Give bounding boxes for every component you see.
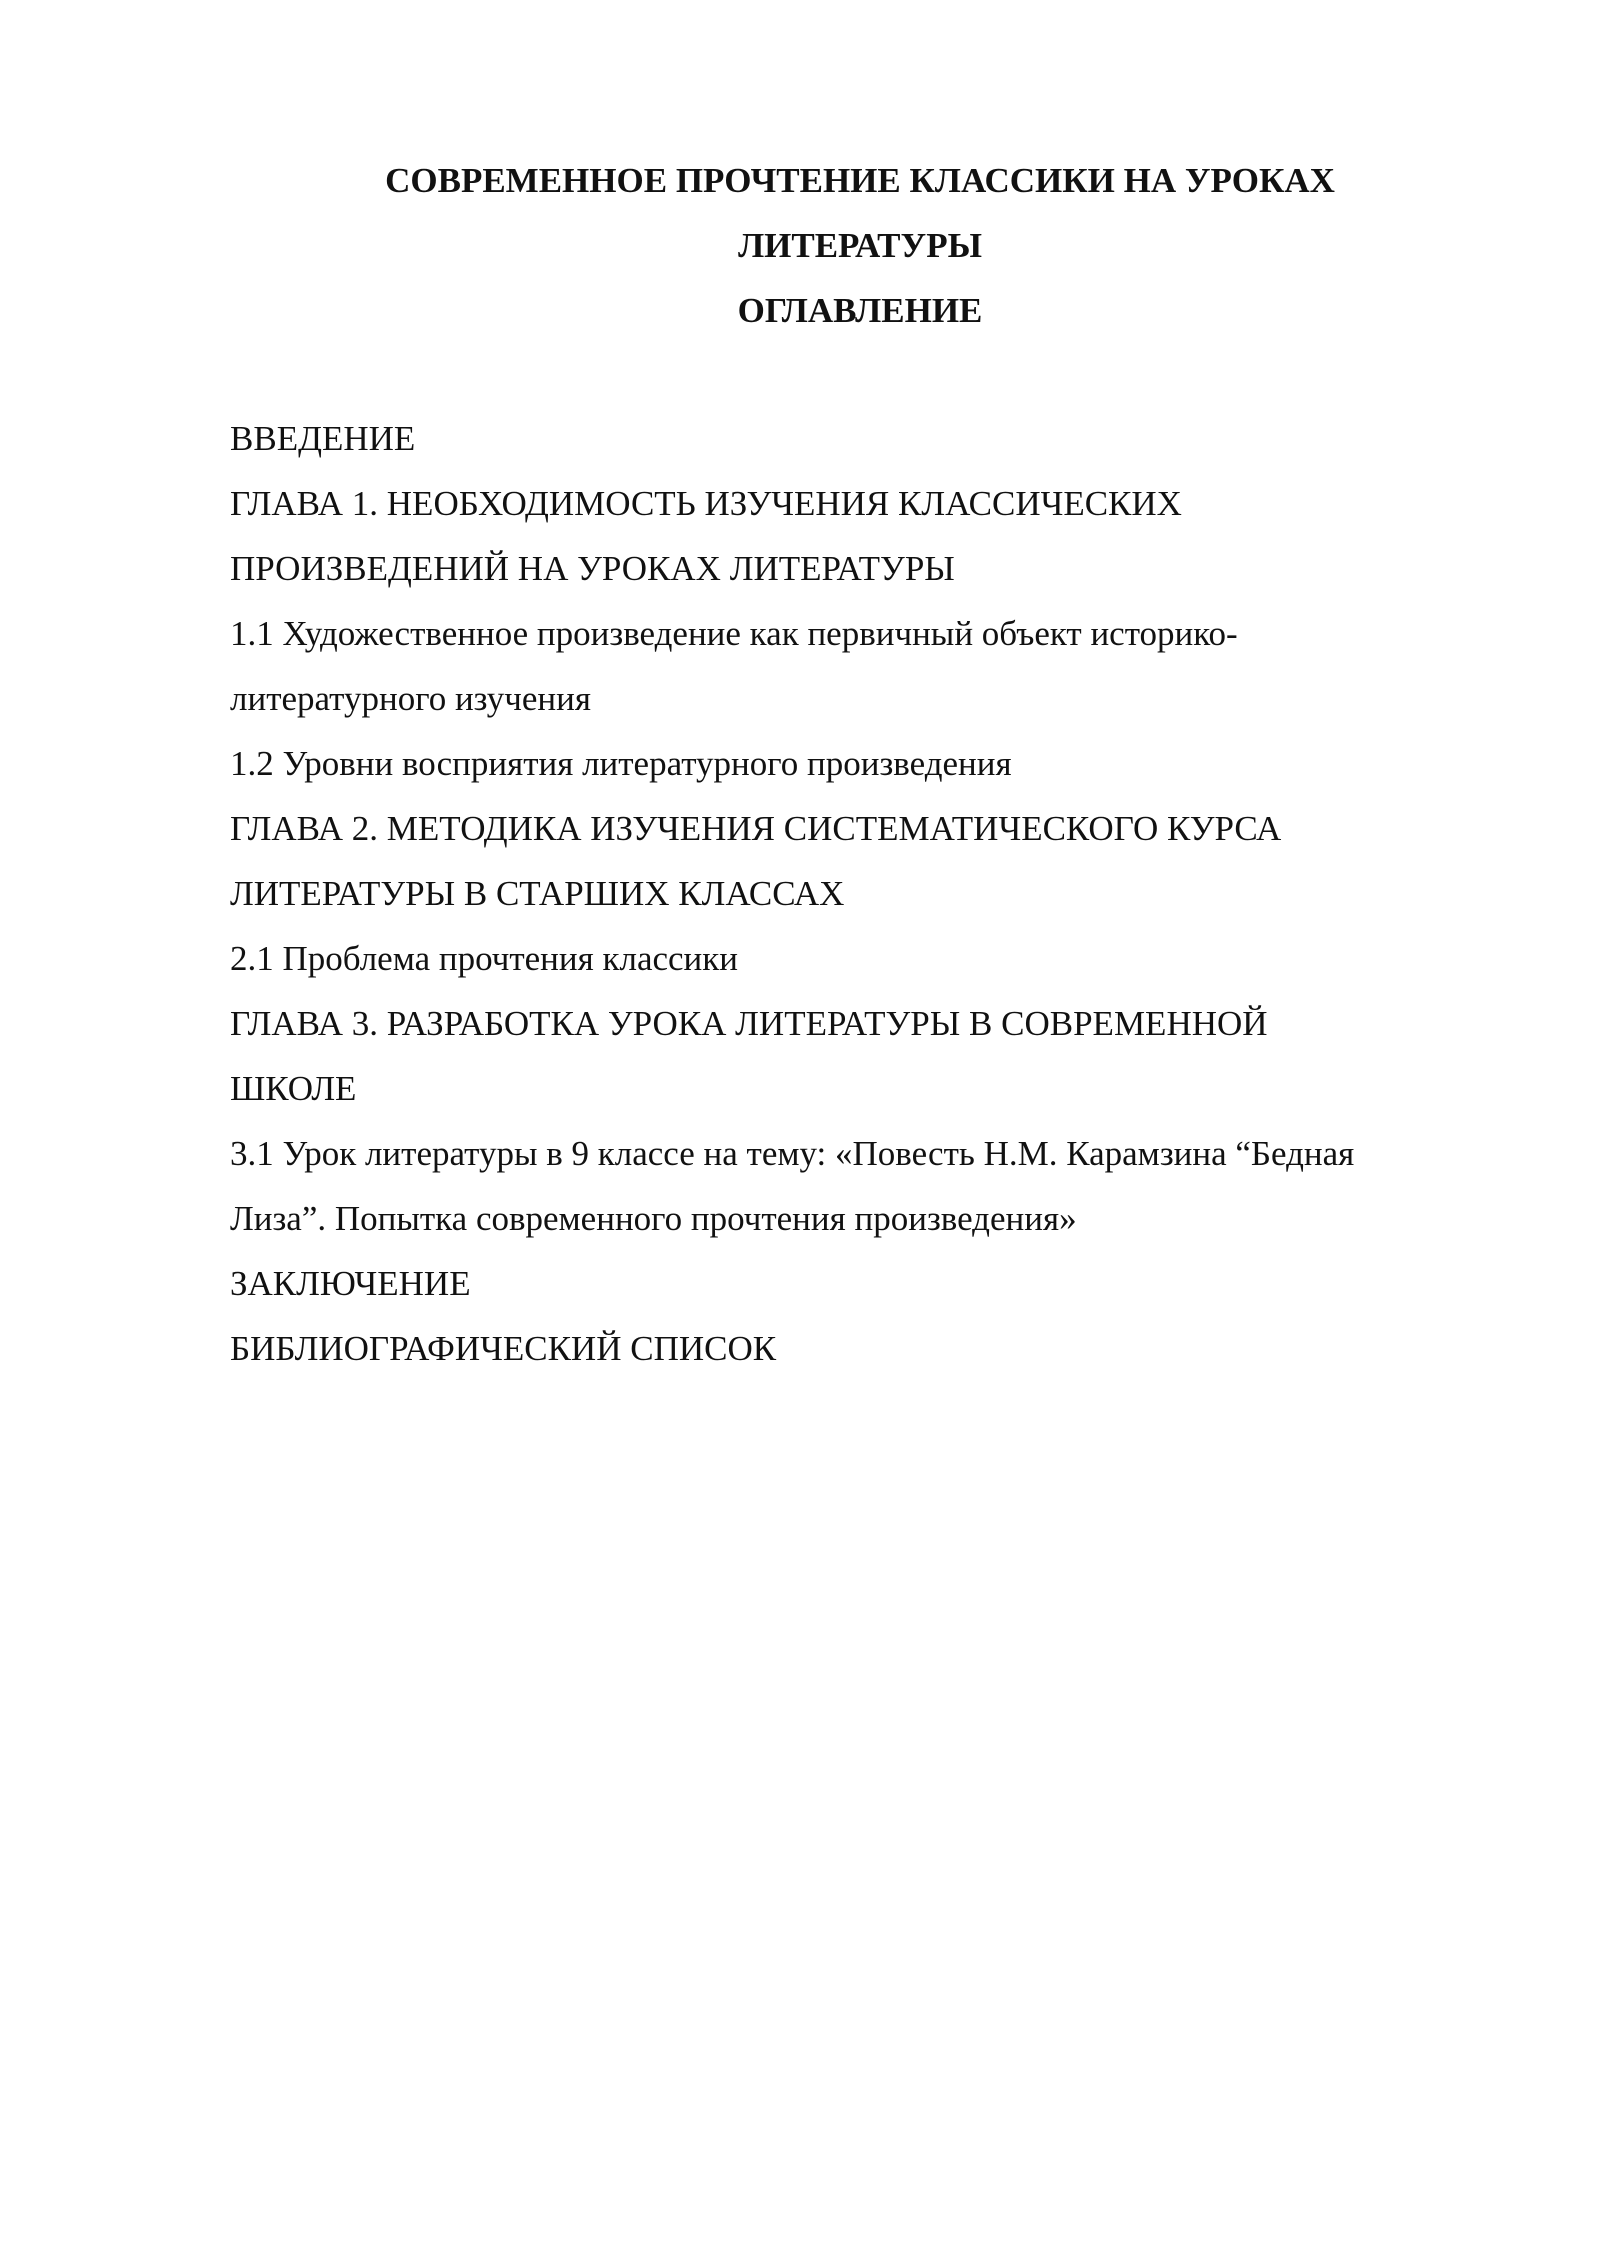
toc-item-chapter-2[interactable] [230,796,1490,926]
toc-item-chapter-1[interactable] [230,471,1490,601]
toc-item-line: 2.1 Проблема прочтения классики [230,939,739,978]
toc-item-line: 1.2 Уровни восприятия литературного произведения [230,744,1012,783]
toc-item-line: ВВЕДЕНИЕ [230,419,416,458]
toc-item-line: ГЛАВА 2. МЕТОДИКА ИЗУЧЕНИЯ СИСТЕМАТИЧЕСКОГО КУРСА [230,809,1282,848]
document-title-line-1: СОВРЕМЕННОЕ ПРОЧТЕНИЕ КЛАССИКИ НА УРОКАХ [385,161,1335,200]
toc-item-line: ШКОЛЕ [230,1069,357,1108]
toc-item-chapter-3[interactable] [230,991,1490,1121]
toc-item-line: ГЛАВА 3. РАЗРАБОТКА УРОКА ЛИТЕРАТУРЫ В СОВРЕМЕННОЙ [230,1004,1268,1043]
toc-item-line: литературного изучения [230,679,591,718]
document-title-line-2: ЛИТЕРАТУРЫ [738,226,982,265]
toc-item-line: 1.1 Художественное произведение как первичный объект историко- [230,614,1238,653]
toc-item-bibliography[interactable] [230,1316,1490,1381]
toc-item-section-3-1[interactable] [230,1121,1490,1251]
toc-item-line: ГЛАВА 1. НЕОБХОДИМОСТЬ ИЗУЧЕНИЯ КЛАССИЧЕСКИХ [230,484,1182,523]
toc-item-line: 3.1 Урок литературы в 9 классе на тему: «Повесть Н.М. Карамзина “Бедная [230,1134,1355,1173]
toc-item-section-1-2[interactable] [230,731,1490,796]
toc-item-section-2-1[interactable] [230,926,1490,991]
table-of-contents [230,406,1490,1381]
toc-item-line: ЛИТЕРАТУРЫ В СТАРШИХ КЛАССАХ [230,874,845,913]
title-block [230,148,1490,343]
toc-item-line: БИБЛИОГРАФИЧЕСКИЙ СПИСОК [230,1329,777,1368]
toc-item-conclusion[interactable] [230,1251,1490,1316]
toc-heading: ОГЛАВЛЕНИЕ [737,291,983,330]
toc-item-section-1-1[interactable] [230,601,1490,731]
toc-item-line: ПРОИЗВЕДЕНИЙ НА УРОКАХ ЛИТЕРАТУРЫ [230,549,955,588]
toc-item-line: Лиза”. Попытка современного прочтения произведения» [230,1199,1077,1238]
toc-item-introduction[interactable] [230,406,1490,471]
toc-item-line: ЗАКЛЮЧЕНИЕ [230,1264,471,1303]
